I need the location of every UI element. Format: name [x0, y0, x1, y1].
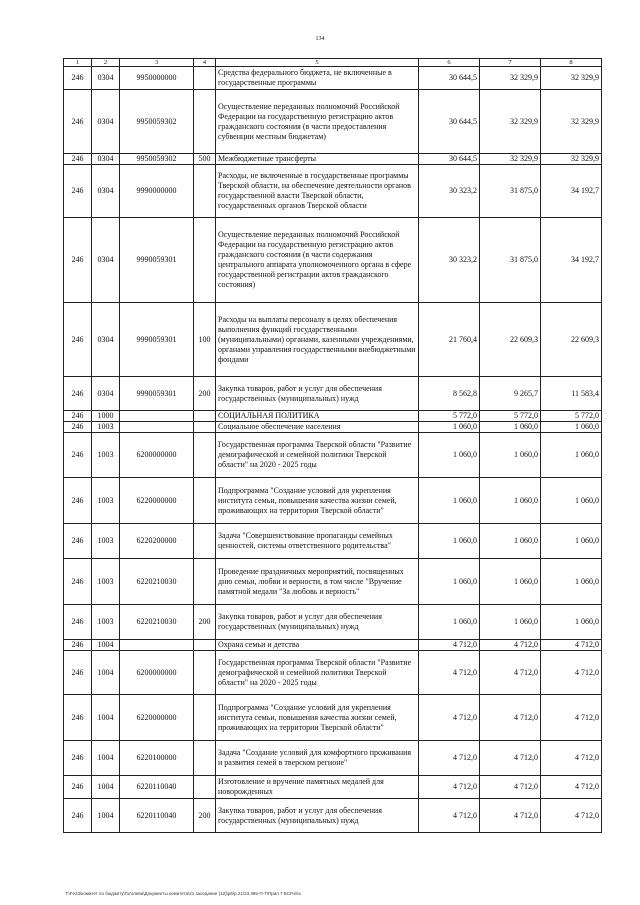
- target-article-cell: [120, 411, 194, 422]
- expense-type-cell: [194, 651, 216, 695]
- target-article-cell: 6200000000: [120, 433, 194, 478]
- target-article-cell: 6220100000: [120, 741, 194, 776]
- target-article-cell: 6200000000: [120, 651, 194, 695]
- amount-cell: 4 712,0: [541, 651, 602, 695]
- amount-cell: 34 192,7: [541, 165, 602, 218]
- amount-cell: 30 323,2: [419, 165, 480, 218]
- amount-cell: 1 060,0: [419, 605, 480, 640]
- amount-cell: 30 644,5: [419, 90, 480, 154]
- section-code-cell: 1004: [92, 640, 120, 651]
- amount-cell: 4 712,0: [480, 776, 541, 799]
- admin-code-cell: 246: [64, 524, 92, 559]
- amount-cell: 32 329,9: [541, 154, 602, 165]
- amount-cell: 1 060,0: [541, 524, 602, 559]
- admin-code-cell: 246: [64, 741, 92, 776]
- target-article-cell: 6220210030: [120, 605, 194, 640]
- amount-cell: 4 712,0: [541, 776, 602, 799]
- admin-code-cell: 246: [64, 799, 92, 833]
- description-cell: Расходы на выплаты персоналу в целях обеспечения выполнения функций государственными (муниципальными) органами, казенными учреждениями, органами управления государственными внебюджетными фондами: [216, 303, 419, 377]
- section-code-cell: 0304: [92, 67, 120, 90]
- description-cell: Подпрограмма "Создание условий для укрепления института семьи, повышения качества жизни семей, проживающих на территории Тверской области": [216, 695, 419, 741]
- admin-code-cell: 246: [64, 165, 92, 218]
- amount-cell: 1 060,0: [419, 422, 480, 433]
- amount-cell: 1 060,0: [480, 605, 541, 640]
- table-row: [64, 695, 602, 741]
- table-row: [64, 218, 602, 303]
- amount-cell: 1 060,0: [480, 478, 541, 524]
- amount-cell: 1 060,0: [419, 524, 480, 559]
- target-article-cell: 9950059302: [120, 154, 194, 165]
- description-cell: Задача "Совершенствование пропаганды семейных ценностей, системы ответственного родительства": [216, 524, 419, 559]
- description-cell: Социальное обеспечение населения: [216, 422, 419, 433]
- expense-type-cell: [194, 478, 216, 524]
- amount-cell: 1 060,0: [480, 559, 541, 605]
- table-row: [64, 605, 602, 640]
- table-row: [64, 651, 602, 695]
- description-cell: Закупка товаров, работ и услуг для обеспечения государственных (муниципальных) нужд: [216, 799, 419, 833]
- expense-type-cell: [194, 67, 216, 90]
- description-cell: Изготовление и вручение памятных медалей для новорожденных: [216, 776, 419, 799]
- amount-cell: 31 875,0: [480, 165, 541, 218]
- table-row: [64, 640, 602, 651]
- amount-cell: 4 712,0: [419, 651, 480, 695]
- target-article-cell: 6220110040: [120, 799, 194, 833]
- description-cell: Расходы, не включенные в государственные программы Тверской области, на обеспечение деятельности органов государственной власти Тверской области, государственных органов Тверской области: [216, 165, 419, 218]
- amount-cell: 5 772,0: [419, 411, 480, 422]
- description-cell: Задача "Создание условий для комфортного проживания и развития семей в тверском регионе": [216, 741, 419, 776]
- amount-cell: 1 060,0: [419, 559, 480, 605]
- amount-cell: 32 329,9: [480, 154, 541, 165]
- amount-cell: 1 060,0: [480, 422, 541, 433]
- expense-type-cell: 200: [194, 605, 216, 640]
- amount-cell: 4 712,0: [480, 741, 541, 776]
- file-path-footer: T:\Fe23\комитет по бюджету\Гоголева\Документы комитета\21 заседание (12)\р6\р.21\23.385-П-7\Прил 7 БСР.xlsx: [65, 891, 302, 896]
- admin-code-cell: 246: [64, 776, 92, 799]
- amount-cell: 30 644,5: [419, 154, 480, 165]
- description-cell: Государственная программа Тверской области "Развитие демографической и семейной политики Тверской области" на 2020 - 2025 годы: [216, 433, 419, 478]
- admin-code-cell: 246: [64, 303, 92, 377]
- section-code-cell: 1003: [92, 433, 120, 478]
- table-body: [64, 67, 602, 833]
- amount-cell: 4 712,0: [419, 695, 480, 741]
- admin-code-cell: 246: [64, 422, 92, 433]
- section-code-cell: 0304: [92, 377, 120, 411]
- expense-type-cell: 500: [194, 154, 216, 165]
- table-row: [64, 559, 602, 605]
- amount-cell: 4 712,0: [480, 640, 541, 651]
- amount-cell: 4 712,0: [419, 741, 480, 776]
- section-code-cell: 1003: [92, 605, 120, 640]
- amount-cell: 4 712,0: [419, 640, 480, 651]
- target-article-cell: 6220110040: [120, 776, 194, 799]
- expense-type-cell: [194, 433, 216, 478]
- target-article-cell: 9990059301: [120, 377, 194, 411]
- admin-code-cell: 246: [64, 67, 92, 90]
- amount-cell: 1 060,0: [541, 559, 602, 605]
- table-row: [64, 478, 602, 524]
- expense-type-cell: [194, 776, 216, 799]
- table-row: [64, 411, 602, 422]
- table-row: [64, 165, 602, 218]
- target-article-cell: 9990059301: [120, 303, 194, 377]
- expense-type-cell: [194, 741, 216, 776]
- column-number-header: 2: [92, 59, 120, 67]
- amount-cell: 32 329,9: [541, 90, 602, 154]
- amount-cell: 4 712,0: [419, 776, 480, 799]
- column-number-header: 7: [480, 59, 541, 67]
- expense-type-cell: 100: [194, 303, 216, 377]
- section-code-cell: 1003: [92, 559, 120, 605]
- amount-cell: 11 583,4: [541, 377, 602, 411]
- target-article-cell: 6220000000: [120, 695, 194, 741]
- section-code-cell: 0304: [92, 218, 120, 303]
- expense-type-cell: [194, 422, 216, 433]
- amount-cell: 1 060,0: [419, 478, 480, 524]
- admin-code-cell: 246: [64, 478, 92, 524]
- amount-cell: 1 060,0: [480, 524, 541, 559]
- amount-cell: 31 875,0: [480, 218, 541, 303]
- amount-cell: 32 329,9: [480, 67, 541, 90]
- amount-cell: 4 712,0: [541, 799, 602, 833]
- description-cell: Закупка товаров, работ и услуг для обеспечения государственных (муниципальных) нужд: [216, 605, 419, 640]
- admin-code-cell: 246: [64, 218, 92, 303]
- admin-code-cell: 246: [64, 605, 92, 640]
- expense-type-cell: [194, 559, 216, 605]
- amount-cell: 9 265,7: [480, 377, 541, 411]
- amount-cell: 4 712,0: [480, 695, 541, 741]
- description-cell: Межбюджетные трансферты: [216, 154, 419, 165]
- amount-cell: 32 329,9: [480, 90, 541, 154]
- column-number-header: 4: [194, 59, 216, 67]
- amount-cell: 32 329,9: [541, 67, 602, 90]
- section-code-cell: 1004: [92, 651, 120, 695]
- target-article-cell: 9990000000: [120, 165, 194, 218]
- table-row: [64, 799, 602, 833]
- expense-type-cell: [194, 640, 216, 651]
- section-code-cell: 1004: [92, 741, 120, 776]
- section-code-cell: 0304: [92, 303, 120, 377]
- section-code-cell: 1003: [92, 478, 120, 524]
- target-article-cell: [120, 422, 194, 433]
- column-number-header: 3: [120, 59, 194, 67]
- admin-code-cell: 246: [64, 411, 92, 422]
- section-code-cell: 0304: [92, 90, 120, 154]
- expense-type-cell: 200: [194, 799, 216, 833]
- amount-cell: 30 644,5: [419, 67, 480, 90]
- description-cell: Средства федерального бюджета, не включенные в государственные программы: [216, 67, 419, 90]
- target-article-cell: 6220200000: [120, 524, 194, 559]
- column-number-header: 5: [216, 59, 419, 67]
- admin-code-cell: 246: [64, 154, 92, 165]
- target-article-cell: 6220000000: [120, 478, 194, 524]
- table-row: [64, 303, 602, 377]
- expense-type-cell: [194, 165, 216, 218]
- amount-cell: 4 712,0: [541, 640, 602, 651]
- table-row: [64, 67, 602, 90]
- table-row: [64, 422, 602, 433]
- amount-cell: 4 712,0: [541, 695, 602, 741]
- amount-cell: 8 562,8: [419, 377, 480, 411]
- section-code-cell: 1003: [92, 524, 120, 559]
- amount-cell: 22 609,3: [541, 303, 602, 377]
- column-number-header: 8: [541, 59, 602, 67]
- amount-cell: 21 760,4: [419, 303, 480, 377]
- admin-code-cell: 246: [64, 90, 92, 154]
- amount-cell: 4 712,0: [480, 799, 541, 833]
- target-article-cell: 6220210030: [120, 559, 194, 605]
- section-code-cell: 1000: [92, 411, 120, 422]
- amount-cell: 5 772,0: [480, 411, 541, 422]
- amount-cell: 1 060,0: [541, 422, 602, 433]
- amount-cell: 4 712,0: [419, 799, 480, 833]
- expense-type-cell: [194, 524, 216, 559]
- table-row: [64, 377, 602, 411]
- page-number: 134: [315, 36, 325, 42]
- amount-cell: 34 192,7: [541, 218, 602, 303]
- table-row: [64, 524, 602, 559]
- admin-code-cell: 246: [64, 640, 92, 651]
- amount-cell: 22 609,3: [480, 303, 541, 377]
- description-cell: Осуществление переданных полномочий Российской Федерации на государственную регистрацию актов гражданского состояния (в части предоставления субвенции местным бюджетам): [216, 90, 419, 154]
- expense-type-cell: [194, 411, 216, 422]
- expense-type-cell: [194, 90, 216, 154]
- description-cell: Закупка товаров, работ и услуг для обеспечения государственных (муниципальных) нужд: [216, 377, 419, 411]
- description-cell: СОЦИАЛЬНАЯ ПОЛИТИКА: [216, 411, 419, 422]
- amount-cell: 4 712,0: [480, 651, 541, 695]
- table-row: [64, 741, 602, 776]
- amount-cell: 1 060,0: [480, 433, 541, 478]
- amount-cell: 1 060,0: [419, 433, 480, 478]
- column-number-header: 6: [419, 59, 480, 67]
- amount-cell: 30 323,2: [419, 218, 480, 303]
- amount-cell: 1 060,0: [541, 478, 602, 524]
- table-row: [64, 90, 602, 154]
- description-cell: Охрана семьи и детства: [216, 640, 419, 651]
- table-row: [64, 433, 602, 478]
- section-code-cell: 0304: [92, 165, 120, 218]
- section-code-cell: 1004: [92, 776, 120, 799]
- budget-table: [63, 58, 602, 833]
- expense-type-cell: [194, 218, 216, 303]
- admin-code-cell: 246: [64, 377, 92, 411]
- section-code-cell: 1003: [92, 422, 120, 433]
- column-number-header: 1: [64, 59, 92, 67]
- table-row: [64, 154, 602, 165]
- target-article-cell: 9950000000: [120, 67, 194, 90]
- admin-code-cell: 246: [64, 695, 92, 741]
- description-cell: Проведение праздничных мероприятий, посвященных дню семьи, любви и верности, в том числе "Вручение памятной медали "За любовь и верность": [216, 559, 419, 605]
- expense-type-cell: [194, 695, 216, 741]
- section-code-cell: 1004: [92, 695, 120, 741]
- amount-cell: 5 772,0: [541, 411, 602, 422]
- amount-cell: 4 712,0: [541, 741, 602, 776]
- description-cell: Подпрограмма "Создание условий для укрепления института семьи, повышения качества жизни семей, проживающих на территории Тверской области": [216, 478, 419, 524]
- amount-cell: 1 060,0: [541, 605, 602, 640]
- target-article-cell: [120, 640, 194, 651]
- admin-code-cell: 246: [64, 433, 92, 478]
- expense-type-cell: 200: [194, 377, 216, 411]
- description-cell: Государственная программа Тверской области "Развитие демографической и семейной политики Тверской области" на 2020 - 2025 годы: [216, 651, 419, 695]
- section-code-cell: 1004: [92, 799, 120, 833]
- section-code-cell: 0304: [92, 154, 120, 165]
- amount-cell: 1 060,0: [541, 433, 602, 478]
- table-row: [64, 776, 602, 799]
- admin-code-cell: 246: [64, 651, 92, 695]
- target-article-cell: 9990059301: [120, 218, 194, 303]
- header-row: [64, 59, 602, 67]
- admin-code-cell: 246: [64, 559, 92, 605]
- target-article-cell: 9950059302: [120, 90, 194, 154]
- description-cell: Осуществление переданных полномочий Российской Федерации на государственную регистрацию актов гражданского состояния (в части содержания центрального аппарата уполномоченного органа в сфере государственной регистрации актов гражданского состояния): [216, 218, 419, 303]
